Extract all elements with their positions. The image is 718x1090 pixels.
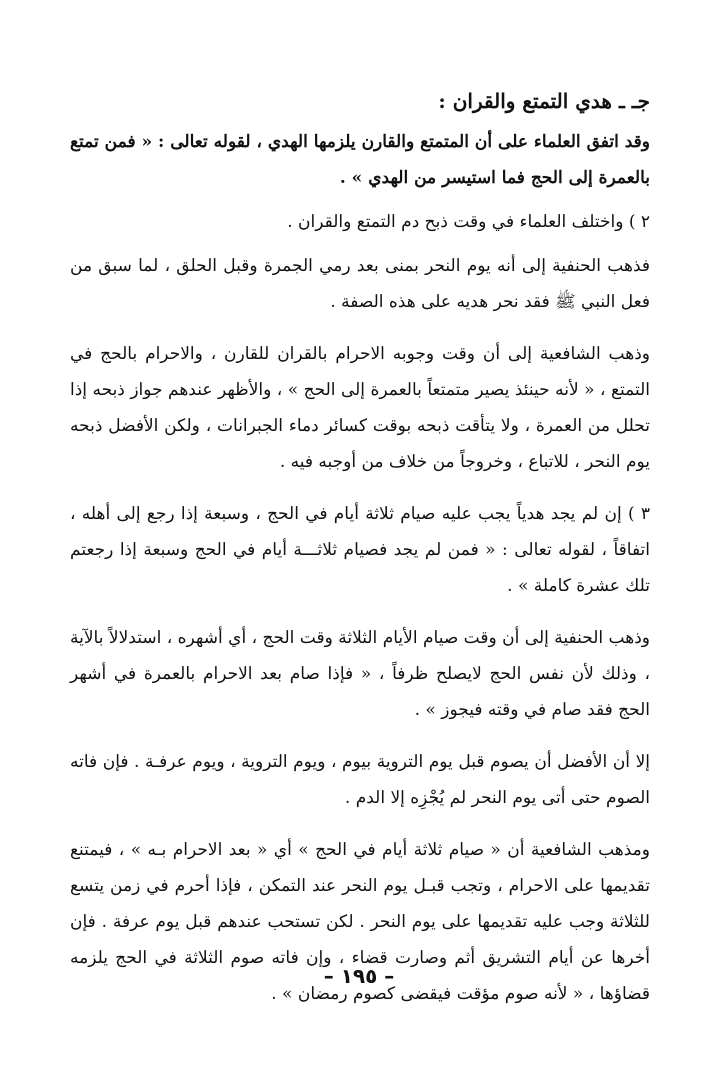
page-number: – ١٩٥ – — [323, 964, 395, 988]
paragraph-1: وقد اتفق العلماء على أن المتمتع والقارن يلزمها الهدي ، لقوله تعالى : « فمن تمتع بالعمرة إلى الحج فما استيسر من الهدي » . — [70, 132, 650, 188]
paragraph-5: ٣ ) إن لم يجد هدياً يجب عليه صيام ثلاثة أيام في الحج ، وسبعة إذا رجع إلى أهله ، اتفاقاً ، لقوله تعالى : « فمن لم يجد فصيام ثلاثـــة أيام في الحج وسبعة إذا رجعتم تلك عشرة كاملة » . — [70, 504, 650, 596]
paragraph-4: وذهب الشافعية إلى أن وقت وجوبه الاحرام بالقران للقارن ، والاحرام بالحج في التمتع ، « لأنه حينئذ يصير متمتعاً بالعمرة إلى الحج » ، والأظهر عندهم جواز ذبحه إذا تحلل من العمرة ، ولا يتأقت ذبحه بوقت كسائر دماء الجبرانات ، ولكن الأفضل ذبحه يوم النحر ، للاتباع ، وخروجاً من خلاف من أوجبه فيه . — [70, 344, 650, 472]
page-text-block — [70, 86, 650, 1028]
paragraph-2: ٢ ) واختلف العلماء في وقت ذبح دم التمتع والقران . — [287, 212, 650, 232]
paragraph-3: فذهب الحنفية إلى أنه يوم النحر بمنى بعد رمي الجمرة وقبل الحلق ، لما سبق من فعل النبي ﷺ فقد نحر هديه على هذه الصفة . — [70, 256, 650, 312]
paragraph-6: وذهب الحنفية إلى أن وقت صيام الأيام الثلاثة وقت الحج ، أي أشهره ، استدلالاً بالآية ، وذلك لأن نفس الحج لايصلح ظرفاً ، « فإذا صام بعد الاحرام بالعمرة في أشهر الحج فقد صام في وقته فيجوز » . — [70, 628, 650, 720]
paragraph-8: ومذهب الشافعية أن « صيام ثلاثة أيام في الحج » أي « بعد الاحرام بـه » ، فيمتنع تقديمها على الاحرام ، وتجب قبـل يوم النحر عند التمكن ، فإذا أحرم في زمن يتسع للثلاثة وجب عليه تقديمها على يوم النحر . لكن تستحب عندهم قبل يوم عرفة . فإن أخرها عن أيام التشريق أثم وصارت قضاء ، وإن فاته صوم الثلاثة في الحج يلزمه قضاؤها ، « لأنه صوم مؤقت فيقضى كصوم رمضان » . — [70, 840, 650, 1004]
paragraph-7: إلا أن الأفضل أن يصوم قبل يوم التروية بيوم ، ويوم التروية ، ويوم عرفـة . فإن فاته الصوم حتى أتى يوم النحر لم يُجْزِه إلا الدم . — [70, 752, 650, 808]
section-heading: جـ ـ هدي التمتع والقران : — [438, 89, 650, 113]
